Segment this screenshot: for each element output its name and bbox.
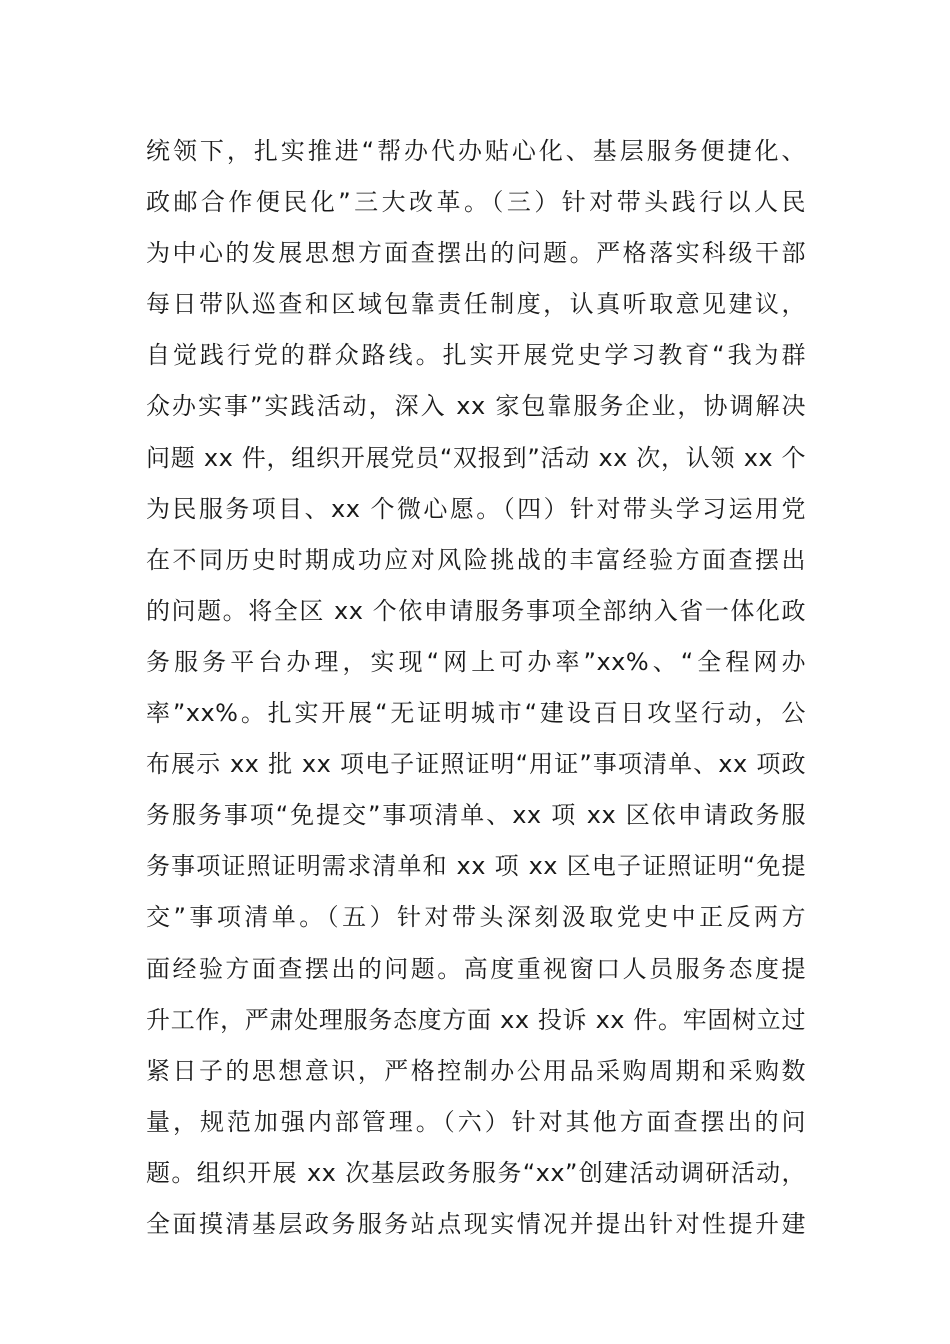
text-line: 统领下，扎实推进“帮办代办贴心化、基层服务便捷化、 — [146, 137, 806, 165]
text-line: 务服务事项“免提交”事项清单、xx 项 xx 区依申请政务服 — [146, 801, 806, 830]
text-line: 布展示 xx 批 xx 项电子证照证明“用证”事项清单、xx 项政 — [146, 750, 806, 779]
text-line: 题。组织开展 xx 次基层政务服务“xx”创建活动调研活动， — [146, 1158, 806, 1187]
text-line: 每日带队巡查和区域包靠责任制度，认真听取意见建议， — [146, 290, 806, 319]
text-line: 务事项证照证明需求清单和 xx 项 xx 区电子证照证明“免提 — [146, 852, 806, 881]
text-line: 政邮合作便民化”三大改革。（三）针对带头践行以人民 — [146, 188, 806, 217]
text-line: 务服务平台办理，实现“网上可办率”xx%、“全程网办 — [146, 647, 806, 676]
text-line: 率”xx%。扎实开展“无证明城市“建设百日攻坚行动，公 — [146, 699, 806, 728]
text-line: 量，规范加强内部管理。（六）针对其他方面查摆出的问 — [146, 1107, 806, 1136]
text-line: 面经验方面查摆出的问题。高度重视窗口人员服务态度提 — [146, 954, 806, 983]
text-line: 为中心的发展思想方面查摆出的问题。严格落实科级干部 — [146, 239, 806, 268]
text-line: 的问题。将全区 xx 个依申请服务事项全部纳入省一体化政 — [146, 596, 806, 625]
text-line: 问题 xx 件，组织开展党员“双报到”活动 xx 次，认领 xx 个 — [146, 443, 806, 472]
text-line: 升工作，严肃处理服务态度方面 xx 投诉 xx 件。牢固树立过 — [146, 1005, 806, 1034]
text-line: 交”事项清单。（五）针对带头深刻汲取党史中正反两方 — [146, 903, 806, 932]
text-line: 在不同历史时期成功应对风险挑战的丰富经验方面查摆出 — [146, 545, 806, 574]
text-line: 紧日子的思想意识，严格控制办公用品采购周期和采购数 — [146, 1056, 806, 1085]
text-line: 全面摸清基层政务服务站点现实情况并提出针对性提升建 — [146, 1209, 806, 1238]
text-line: 众办实事”实践活动，深入 xx 家包靠服务企业，协调解决 — [146, 392, 806, 421]
text-line: 自觉践行党的群众路线。扎实开展党史学习教育“我为群 — [146, 341, 806, 370]
text-line: 为民服务项目、xx 个微心愿。（四）针对带头学习运用党 — [146, 494, 806, 523]
body-text — [146, 126, 806, 1250]
